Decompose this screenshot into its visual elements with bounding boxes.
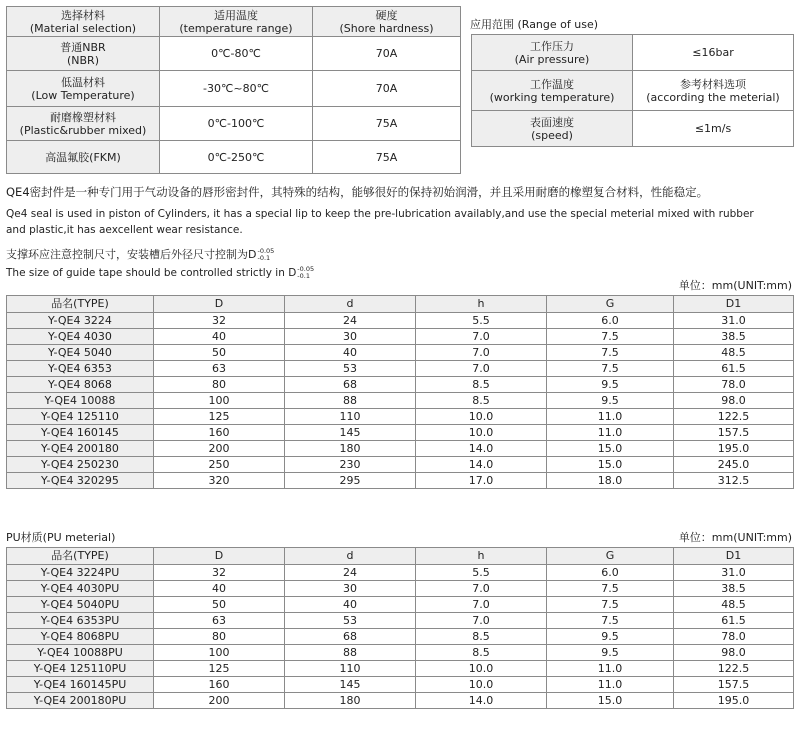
table-row: [7, 629, 794, 645]
table-row: [7, 409, 794, 425]
type-cell: Y-QE4 5040: [7, 345, 154, 361]
value-cell: 195.0: [674, 441, 794, 457]
value-cell: 7.5: [547, 581, 674, 597]
value-cell: 15.0: [547, 457, 674, 473]
value-cell: 180: [285, 441, 416, 457]
value-cell: 88: [285, 393, 416, 409]
value-cell: 10.0: [416, 677, 547, 693]
range-of-use-title: 应用范围 (Range of use): [470, 18, 599, 31]
value-cell: 320: [154, 473, 285, 489]
table-row: [7, 693, 794, 709]
table-row: [7, 313, 794, 329]
value-cell: 48.5: [674, 345, 794, 361]
value-cell: 14.0: [416, 693, 547, 709]
value-cell: 7.5: [547, 361, 674, 377]
type-cell: Y-QE4 10088PU: [7, 645, 154, 661]
type-cell: Y-QE4 4030PU: [7, 581, 154, 597]
dimension-table-nbr: [6, 295, 794, 489]
value-cell: 245.0: [674, 457, 794, 473]
unit-label: 单位：mm(UNIT:mm): [678, 531, 792, 544]
range-label: 工作温度 (working temperature): [472, 71, 633, 111]
material-name: 普通NBR (NBR): [7, 37, 160, 71]
value-cell: 295: [285, 473, 416, 489]
value-cell: 145: [285, 425, 416, 441]
column-header: 品名(TYPE): [7, 548, 154, 565]
value-cell: 48.5: [674, 597, 794, 613]
value-cell: 98.0: [674, 393, 794, 409]
value-cell: 9.5: [547, 629, 674, 645]
temperature-header-cell: 适用温度 (temperature range): [160, 7, 313, 37]
value-cell: 157.5: [674, 677, 794, 693]
value-cell: 38.5: [674, 581, 794, 597]
range-row: [472, 71, 794, 111]
value-cell: 11.0: [547, 677, 674, 693]
table-row: [7, 441, 794, 457]
column-header: h: [416, 296, 547, 313]
value-cell: 6.0: [547, 565, 674, 581]
value-cell: 11.0: [547, 661, 674, 677]
range-row: [472, 35, 794, 71]
table-row: [7, 377, 794, 393]
value-cell: 11.0: [547, 409, 674, 425]
value-cell: 30: [285, 581, 416, 597]
material-row: [7, 141, 461, 174]
material-header-cell: 选择材料 (Material selection): [7, 7, 160, 37]
value-cell: 125: [154, 661, 285, 677]
material-row: [7, 37, 461, 71]
value-cell: 230: [285, 457, 416, 473]
pu-material-title: PU材质(PU meterial): [6, 531, 116, 544]
value-cell: 24: [285, 565, 416, 581]
material-hardness: 70A: [313, 37, 461, 71]
material-table: [6, 6, 461, 174]
value-cell: 7.0: [416, 361, 547, 377]
value-cell: 8.5: [416, 377, 547, 393]
type-cell: Y-QE4 320295: [7, 473, 154, 489]
column-header: D1: [674, 296, 794, 313]
value-cell: 24: [285, 313, 416, 329]
material-row: [7, 107, 461, 141]
value-cell: 50: [154, 345, 285, 361]
value-cell: 40: [154, 329, 285, 345]
range-value: ≤1m/s: [633, 111, 794, 147]
guide-note-en: The size of guide tape should be controlled strictly in D -0.05 -0.1: [6, 265, 315, 280]
column-header: D: [154, 548, 285, 565]
value-cell: 8.5: [416, 629, 547, 645]
range-label: 表面速度 (speed): [472, 111, 633, 147]
value-cell: 68: [285, 629, 416, 645]
value-cell: 145: [285, 677, 416, 693]
description-cn: QE4密封件是一种专门用于气动设备的唇形密封件，其特殊的结构，能够很好的保持初始润滑，并且采用耐磨的橡塑复合材料，性能稳定。: [6, 185, 709, 199]
value-cell: 15.0: [547, 693, 674, 709]
value-cell: 53: [285, 613, 416, 629]
type-cell: Y-QE4 8068: [7, 377, 154, 393]
guide-note-cn: 支撑环应注意控制尺寸，安装槽后外径尺寸控制为D -0.05 -0.1: [6, 247, 275, 262]
column-header: d: [285, 296, 416, 313]
value-cell: 157.5: [674, 425, 794, 441]
range-row: [472, 111, 794, 147]
value-cell: 88: [285, 645, 416, 661]
table-row: [7, 345, 794, 361]
value-cell: 10.0: [416, 409, 547, 425]
range-of-use-table: [471, 34, 794, 147]
value-cell: 7.0: [416, 345, 547, 361]
column-header: D1: [674, 548, 794, 565]
value-cell: 61.5: [674, 613, 794, 629]
value-cell: 100: [154, 393, 285, 409]
table-row: [7, 597, 794, 613]
type-cell: Y-QE4 6353PU: [7, 613, 154, 629]
value-cell: 78.0: [674, 377, 794, 393]
value-cell: 122.5: [674, 661, 794, 677]
value-cell: 98.0: [674, 645, 794, 661]
value-cell: 7.0: [416, 597, 547, 613]
column-header: h: [416, 548, 547, 565]
value-cell: 7.5: [547, 613, 674, 629]
value-cell: 80: [154, 377, 285, 393]
material-hardness: 75A: [313, 107, 461, 141]
table-row: [7, 361, 794, 377]
value-cell: 200: [154, 441, 285, 457]
value-cell: 18.0: [547, 473, 674, 489]
value-cell: 68: [285, 377, 416, 393]
table-row: [7, 425, 794, 441]
value-cell: 7.5: [547, 345, 674, 361]
value-cell: 8.5: [416, 393, 547, 409]
table-row: [7, 613, 794, 629]
value-cell: 32: [154, 313, 285, 329]
value-cell: 53: [285, 361, 416, 377]
table-row: [7, 677, 794, 693]
value-cell: 110: [285, 409, 416, 425]
column-header: 品名(TYPE): [7, 296, 154, 313]
type-cell: Y-QE4 125110: [7, 409, 154, 425]
value-cell: 38.5: [674, 329, 794, 345]
material-hardness: 75A: [313, 141, 461, 174]
type-cell: Y-QE4 3224: [7, 313, 154, 329]
table-row: [7, 473, 794, 489]
type-cell: Y-QE4 200180PU: [7, 693, 154, 709]
value-cell: 9.5: [547, 393, 674, 409]
material-temp: 0℃-250℃: [160, 141, 313, 174]
value-cell: 15.0: [547, 441, 674, 457]
value-cell: 9.5: [547, 645, 674, 661]
column-header: d: [285, 548, 416, 565]
hardness-header-cell: 硬度 (Shore hardness): [313, 7, 461, 37]
table-row: [7, 581, 794, 597]
type-cell: Y-QE4 200180: [7, 441, 154, 457]
value-cell: 7.0: [416, 581, 547, 597]
value-cell: 7.5: [547, 597, 674, 613]
value-cell: 63: [154, 361, 285, 377]
type-cell: Y-QE4 250230: [7, 457, 154, 473]
value-cell: 10.0: [416, 425, 547, 441]
table-row: [7, 457, 794, 473]
material-temp: 0℃-80℃: [160, 37, 313, 71]
description-en-line1: Qe4 seal is used in piston of Cylinders, it has a special lip to keep the pre-lubrication availably,and use the special meterial mixed with rubber: [6, 208, 754, 220]
material-temp: 0℃-100℃: [160, 107, 313, 141]
value-cell: 50: [154, 597, 285, 613]
range-value: 参考材料选项 (according the meterial): [633, 71, 794, 111]
value-cell: 5.5: [416, 565, 547, 581]
type-cell: Y-QE4 125110PU: [7, 661, 154, 677]
value-cell: 8.5: [416, 645, 547, 661]
table-row: [7, 645, 794, 661]
value-cell: 125: [154, 409, 285, 425]
dimension-table-pu: [6, 547, 794, 709]
type-cell: Y-QE4 8068PU: [7, 629, 154, 645]
value-cell: 17.0: [416, 473, 547, 489]
type-cell: Y-QE4 6353: [7, 361, 154, 377]
value-cell: 31.0: [674, 565, 794, 581]
value-cell: 6.0: [547, 313, 674, 329]
value-cell: 31.0: [674, 313, 794, 329]
value-cell: 180: [285, 693, 416, 709]
material-hardness: 70A: [313, 71, 461, 107]
table-header-row: [7, 548, 794, 565]
value-cell: 78.0: [674, 629, 794, 645]
value-cell: 14.0: [416, 457, 547, 473]
value-cell: 160: [154, 677, 285, 693]
column-header: G: [547, 548, 674, 565]
material-row: [7, 71, 461, 107]
material-table-header: [7, 7, 461, 37]
value-cell: 40: [154, 581, 285, 597]
value-cell: 122.5: [674, 409, 794, 425]
value-cell: 100: [154, 645, 285, 661]
table-header-row: [7, 296, 794, 313]
value-cell: 195.0: [674, 693, 794, 709]
type-cell: Y-QE4 160145PU: [7, 677, 154, 693]
type-cell: Y-QE4 160145: [7, 425, 154, 441]
column-header: D: [154, 296, 285, 313]
material-name: 高温氟胶(FKM): [7, 141, 160, 174]
column-header: G: [547, 296, 674, 313]
value-cell: 160: [154, 425, 285, 441]
value-cell: 7.5: [547, 329, 674, 345]
value-cell: 11.0: [547, 425, 674, 441]
value-cell: 7.0: [416, 613, 547, 629]
type-cell: Y-QE4 5040PU: [7, 597, 154, 613]
value-cell: 312.5: [674, 473, 794, 489]
unit-label: 单位：mm(UNIT:mm): [678, 279, 792, 292]
value-cell: 40: [285, 345, 416, 361]
value-cell: 110: [285, 661, 416, 677]
value-cell: 30: [285, 329, 416, 345]
value-cell: 63: [154, 613, 285, 629]
description-en-line2: and plastic,it has aexcellent wear resistance.: [6, 224, 243, 236]
table-row: [7, 329, 794, 345]
type-cell: Y-QE4 4030: [7, 329, 154, 345]
value-cell: 40: [285, 597, 416, 613]
material-name: 耐磨橡塑材料 (Plastic&rubber mixed): [7, 107, 160, 141]
table-row: [7, 565, 794, 581]
table-row: [7, 661, 794, 677]
table-row: [7, 393, 794, 409]
range-value: ≤16bar: [633, 35, 794, 71]
value-cell: 80: [154, 629, 285, 645]
type-cell: Y-QE4 10088: [7, 393, 154, 409]
tolerance-fraction: -0.05 -0.1: [297, 265, 315, 280]
tolerance-fraction: -0.05 -0.1: [257, 247, 275, 262]
value-cell: 250: [154, 457, 285, 473]
value-cell: 10.0: [416, 661, 547, 677]
material-temp: -30℃~80℃: [160, 71, 313, 107]
value-cell: 61.5: [674, 361, 794, 377]
value-cell: 200: [154, 693, 285, 709]
value-cell: 32: [154, 565, 285, 581]
value-cell: 7.0: [416, 329, 547, 345]
type-cell: Y-QE4 3224PU: [7, 565, 154, 581]
range-label: 工作压力 (Air pressure): [472, 35, 633, 71]
value-cell: 14.0: [416, 441, 547, 457]
value-cell: 5.5: [416, 313, 547, 329]
material-name: 低温材料 (Low Temperature): [7, 71, 160, 107]
value-cell: 9.5: [547, 377, 674, 393]
